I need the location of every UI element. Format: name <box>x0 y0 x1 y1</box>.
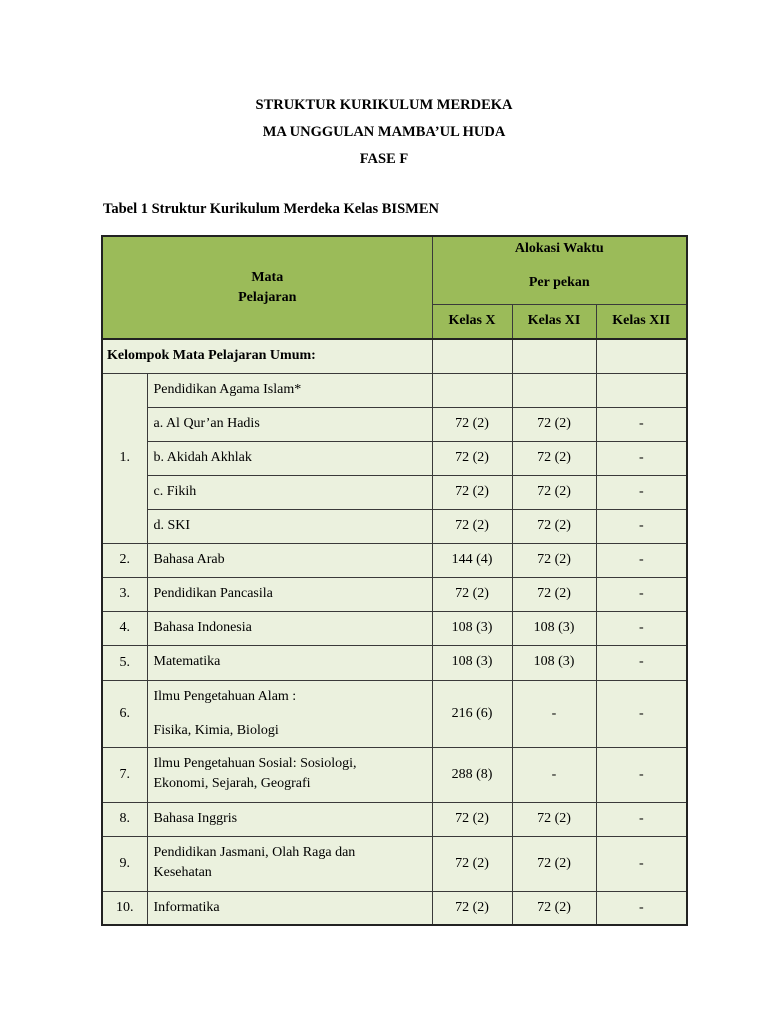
value-kelas-x: 144 (4) <box>432 543 512 577</box>
value-kelas-xi: - <box>512 747 596 802</box>
value-kelas-x: 72 (2) <box>432 891 512 925</box>
subject-cell: Bahasa Indonesia <box>147 611 432 645</box>
value-kelas-x: 72 (2) <box>432 407 512 441</box>
subject-cell: b. Akidah Akhlak <box>147 441 432 475</box>
subject-cell: Bahasa Inggris <box>147 802 432 836</box>
value-kelas-xi <box>512 373 596 407</box>
row-number: 3. <box>102 577 147 611</box>
table-row <box>102 441 687 475</box>
value-kelas-xi: 72 (2) <box>512 577 596 611</box>
cell-empty <box>512 339 596 373</box>
table-row <box>102 747 687 802</box>
value-kelas-xi: 72 (2) <box>512 836 596 891</box>
table-row <box>102 645 687 680</box>
row-number: 1. <box>102 373 147 543</box>
row-number: 7. <box>102 747 147 802</box>
value-kelas-xii: - <box>596 441 687 475</box>
header-subject-line2: Pelajaran <box>238 289 297 305</box>
row-number: 9. <box>102 836 147 891</box>
subject-cell: Pendidikan Agama Islam* <box>147 373 432 407</box>
table-caption: Tabel 1 Struktur Kurikulum Merdeka Kelas BISMEN <box>103 201 439 217</box>
header-allocation-line1: Alokasi Waktu <box>514 241 604 256</box>
curriculum-table <box>101 235 688 926</box>
table-header <box>102 236 687 339</box>
table-row <box>102 611 687 645</box>
subject-cell: Pendidikan Pancasila <box>147 577 432 611</box>
subject-line2: Fisika, Kimia, Biologi <box>153 722 279 738</box>
subject-cell: Informatika <box>147 891 432 925</box>
value-kelas-xi: 72 (2) <box>512 509 596 543</box>
subject-line1: Ilmu Pengetahuan Alam : <box>153 688 297 704</box>
table-row <box>102 475 687 509</box>
value-kelas-x: 72 (2) <box>432 441 512 475</box>
row-number: 2. <box>102 543 147 577</box>
subject-line2: Ekonomi, Sejarah, Geografi <box>153 775 311 791</box>
row-number: 8. <box>102 802 147 836</box>
title-line-1: STRUKTUR KURIKULUM MERDEKA <box>255 97 513 113</box>
subject-cell: c. Fikih <box>147 475 432 509</box>
header-allocation-line2: Per pekan <box>528 275 590 290</box>
value-kelas-x: 72 (2) <box>432 836 512 891</box>
row-number: 6. <box>102 680 147 747</box>
row-number: 5. <box>102 645 147 680</box>
title-line-3: FASE F <box>359 151 409 167</box>
value-kelas-x: 72 (2) <box>432 509 512 543</box>
table-row <box>102 543 687 577</box>
value-kelas-x <box>432 373 512 407</box>
table-row <box>102 836 687 891</box>
subject-cell <box>147 680 432 747</box>
value-kelas-xii: - <box>596 891 687 925</box>
value-kelas-xi: 108 (3) <box>512 611 596 645</box>
subject-cell: Matematika <box>147 645 432 680</box>
table-row <box>102 802 687 836</box>
row-number: 10. <box>102 891 147 925</box>
subject-line1: Ilmu Pengetahuan Sosial: Sosiologi, <box>153 755 357 771</box>
table-row <box>102 577 687 611</box>
value-kelas-xii: - <box>596 577 687 611</box>
value-kelas-xi: - <box>512 680 596 747</box>
value-kelas-x: 72 (2) <box>432 475 512 509</box>
value-kelas-xii: - <box>596 475 687 509</box>
document-title <box>0 92 768 173</box>
header-kelas-x: Kelas X <box>432 304 512 339</box>
value-kelas-x: 288 (8) <box>432 747 512 802</box>
table-row <box>102 680 687 747</box>
value-kelas-xi: 108 (3) <box>512 645 596 680</box>
value-kelas-xii: - <box>596 747 687 802</box>
value-kelas-x: 108 (3) <box>432 645 512 680</box>
value-kelas-xi: 72 (2) <box>512 802 596 836</box>
subject-cell: a. Al Qur’an Hadis <box>147 407 432 441</box>
value-kelas-xii: - <box>596 645 687 680</box>
value-kelas-xii: - <box>596 407 687 441</box>
value-kelas-xi: 72 (2) <box>512 441 596 475</box>
row-number: 4. <box>102 611 147 645</box>
value-kelas-xii: - <box>596 680 687 747</box>
subject-line1: Pendidikan Jasmani, Olah Raga dan <box>153 844 356 860</box>
header-allocation <box>432 236 687 304</box>
value-kelas-xii: - <box>596 509 687 543</box>
header-kelas-xi: Kelas XI <box>512 304 596 339</box>
value-kelas-xii: - <box>596 543 687 577</box>
cell-empty <box>596 339 687 373</box>
cell-empty <box>432 339 512 373</box>
value-kelas-xii: - <box>596 802 687 836</box>
subject-cell: d. SKI <box>147 509 432 543</box>
value-kelas-x: 72 (2) <box>432 577 512 611</box>
table-row <box>102 891 687 925</box>
subject-cell <box>147 747 432 802</box>
header-subject-line1: Mata <box>251 269 284 285</box>
group-title: Kelompok Mata Pelajaran Umum: <box>102 339 432 373</box>
table-row <box>102 509 687 543</box>
value-kelas-xi: 72 (2) <box>512 407 596 441</box>
subject-line2: Kesehatan <box>153 864 212 880</box>
title-line-2: MA UNGGULAN MAMBA’UL HUDA <box>262 124 506 140</box>
value-kelas-xi: 72 (2) <box>512 543 596 577</box>
value-kelas-xii: - <box>596 611 687 645</box>
header-kelas-xii: Kelas XII <box>596 304 687 339</box>
header-subject <box>102 236 432 339</box>
value-kelas-x: 108 (3) <box>432 611 512 645</box>
value-kelas-xi: 72 (2) <box>512 475 596 509</box>
value-kelas-xii: - <box>596 836 687 891</box>
table-row <box>102 407 687 441</box>
table-row <box>102 373 687 407</box>
value-kelas-x: 72 (2) <box>432 802 512 836</box>
value-kelas-xi: 72 (2) <box>512 891 596 925</box>
group-row <box>102 339 687 373</box>
subject-cell <box>147 836 432 891</box>
value-kelas-x: 216 (6) <box>432 680 512 747</box>
value-kelas-xii <box>596 373 687 407</box>
subject-cell: Bahasa Arab <box>147 543 432 577</box>
